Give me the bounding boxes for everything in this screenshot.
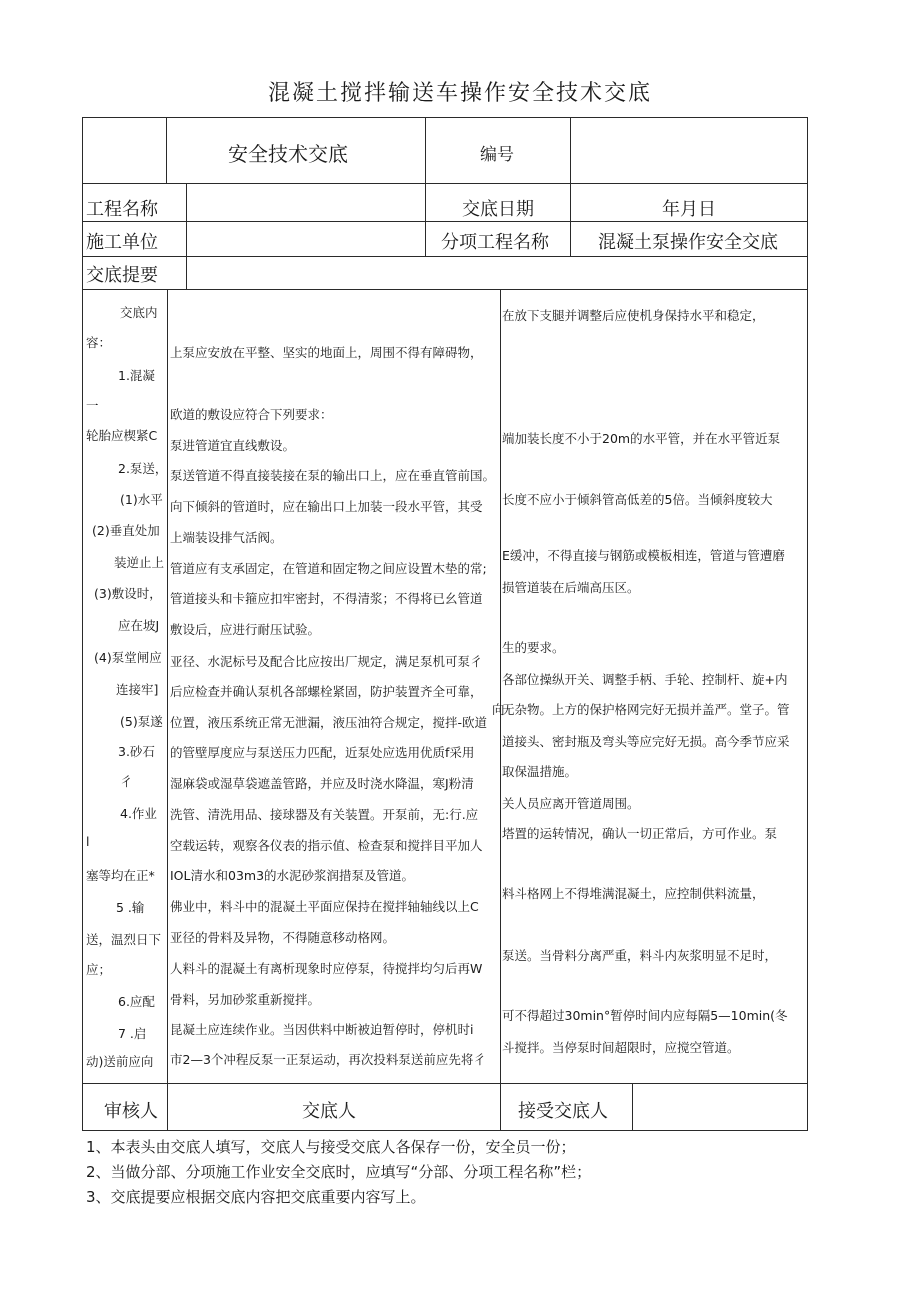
left-line: (3)敷设时，	[94, 586, 162, 601]
unit-label: 施工单位	[86, 232, 158, 253]
middle-line: 市2—3个冲程反泵一正泵运动，再次投料泵送前应先将彳	[170, 1052, 486, 1067]
project-name-label: 工程名称	[86, 199, 158, 220]
left-line: 1.混凝	[118, 368, 155, 383]
middle-line: 后应检查并确认泵机各部螺栓紧固，防护装置齐全可靠，	[170, 684, 483, 699]
left-line: 应；	[86, 962, 112, 977]
left-line: 动)送前应向	[86, 1054, 154, 1069]
receiver-label: 接受交底人	[518, 1101, 608, 1122]
left-line: 2.泵送，	[118, 461, 168, 476]
middle-line: 的管壁厚度应与泵送压力匹配，近泵处应选用优质f采用	[170, 745, 475, 760]
middle-line: 骨料，另加砂浆重新搅拌。	[170, 992, 321, 1007]
right-line: 可不得超过30min°暂停时间内应每隔5—10min(冬	[502, 1008, 788, 1023]
sub-project-value: 混凝土泵操作安全交底	[598, 232, 778, 253]
note-2: 2、当做分部、分项施工作业安全交底时，应填写“分部、分项工程名称”栏；	[86, 1163, 592, 1181]
right-line: 道接头、密封瓶及弯头等应完好无损。高今季节应采	[502, 734, 790, 749]
middle-line: 向下倾斜的管道时，应在输出口上加装一段水平管，其受	[170, 499, 483, 514]
document-title: 混凝土搅拌输送车操作安全技术交底	[267, 81, 652, 106]
left-line: (5)泵遂	[120, 714, 163, 729]
left-line: 彳	[120, 774, 133, 789]
right-line: 各部位操纵开关、调整手柄、手轮、控制杆、旋+内	[502, 672, 788, 687]
date-label: 交底日期	[462, 199, 534, 220]
right-line: 斗搅拌。当停泵时间超限时，应搅空管道。	[502, 1040, 740, 1055]
middle-line: IOL清水和03m3的水泥砂浆润措泵及管道。	[170, 868, 415, 883]
left-line: 4.作业	[120, 806, 157, 821]
middle-line: 上端装设排气活阀。	[170, 530, 283, 545]
left-line: 装逆止上	[114, 555, 165, 570]
right-line: 端加装长度不小于20m的水平管，并在水平管近泵	[502, 431, 781, 446]
middle-line: 敷设后，应进行耐压试验。	[170, 622, 321, 637]
left-line: 5 .输	[116, 900, 145, 915]
middle-line: 亚径的骨料及异物，不得随意移动格网。	[170, 930, 396, 945]
sub-project-label: 分项工程名称	[441, 232, 549, 253]
right-line: 料斗格网上不得堆满混凝土，应控制供料流量，	[502, 886, 765, 901]
right-line: 泵送。当骨料分离严重，料斗内灰浆明显不足时，	[502, 948, 778, 963]
left-line: 3.砂石	[118, 744, 155, 759]
right-line: 关人员应离开管道周围。	[502, 796, 640, 811]
middle-line: 昆凝土应连续作业。当因供料中断被迫暂停时，停机时i	[170, 1022, 474, 1037]
left-line: 一	[86, 398, 99, 413]
note-3: 3、交底提要应根据交底内容把交底重要内容写上。	[86, 1188, 426, 1206]
middle-line: 向	[492, 702, 505, 717]
right-line: 生的要求。	[502, 640, 565, 655]
left-line: 交底内	[120, 305, 158, 320]
left-line: 6.应配	[118, 994, 155, 1009]
left-line: (4)泵堂闸应	[94, 650, 162, 665]
left-line: (1)水平	[120, 492, 163, 507]
right-line: 取保温措施。	[502, 764, 578, 779]
middle-line: 亚径、水泥标号及配合比应按出厂规定，满足泵机可泵彳	[170, 654, 483, 669]
right-line: 长度不应小于倾斜管高低差的5倍。当倾斜度较大	[502, 492, 773, 507]
middle-line: 佛业中，料斗中的混凝土平面应保持在搅拌轴轴线以上C	[170, 899, 479, 914]
left-line: 连接牢]	[116, 682, 159, 697]
middle-line: 泵进管道宜直线敷设。	[170, 438, 296, 453]
right-line: 无杂物。上方的保护格网完好无损并盖严。堂子。管	[502, 702, 790, 717]
middle-line: 上泵应安放在平整、坚实的地面上，周围不得有障碍物，	[170, 345, 483, 360]
number-label: 编号	[480, 145, 514, 165]
left-line: 送，温烈日下	[86, 932, 162, 947]
middle-line: 空载运转，观察各仪表的指示值、检查泵和搅拌目平加人	[170, 838, 483, 853]
left-line: 轮胎应楔紧C	[86, 428, 158, 443]
right-line: 塔置的运转情况，确认一切正常后，方可作业。泵	[502, 826, 778, 841]
left-line: 容：	[86, 335, 112, 350]
right-line: E缓冲，不得直接与钢筋或模板相连，管道与管遭磨	[502, 548, 785, 563]
left-line: (2)垂直处加	[92, 523, 160, 538]
middle-line: 管道应有支承固定，在管道和固定物之间应设置木垫的常;	[170, 561, 487, 576]
left-line: l	[86, 834, 90, 849]
middle-line: 泵送管道不得直接装接在泵的输出口上，应在垂直管前国。	[170, 468, 496, 483]
reviewer-label: 审核人	[104, 1101, 158, 1122]
discloser-label: 交底人	[302, 1101, 356, 1122]
middle-line: 湿麻袋或湿草袋遮盖管路，并应及时浇水降温，寒J粉清	[170, 776, 474, 791]
left-line: 塞等均在正*	[86, 868, 155, 883]
form-title: 安全技术交底	[228, 142, 348, 166]
middle-line: 位置，液压系统正常无泄漏，液压油符合规定，搅拌-欧道	[170, 715, 488, 730]
middle-line: 欧道的敷设应符合下列要求：	[170, 407, 333, 422]
left-line: 7 .启	[118, 1026, 147, 1041]
right-line: 在放下支腿并调整后应使机身保持水平和稳定，	[502, 308, 765, 323]
middle-line: 管道接头和卡箍应扣牢密封，不得清浆；不得将已幺管道	[170, 591, 483, 606]
summary-label: 交底提要	[86, 265, 158, 286]
middle-line: 人料斗的混凝土有离析现象时应停泵，待搅拌均匀后再W	[170, 961, 483, 976]
left-line: 应在坡J	[118, 618, 160, 633]
middle-line: 洗管、清洗用品、接球器及有关装置。开泵前，无:行.应	[170, 807, 479, 822]
date-value: 年月日	[662, 199, 716, 220]
note-1: 1、本表头由交底人填写，交底人与接受交底人各保存一份，安全员一份；	[86, 1138, 576, 1156]
right-line: 损管道装在后端高压区。	[502, 580, 640, 595]
